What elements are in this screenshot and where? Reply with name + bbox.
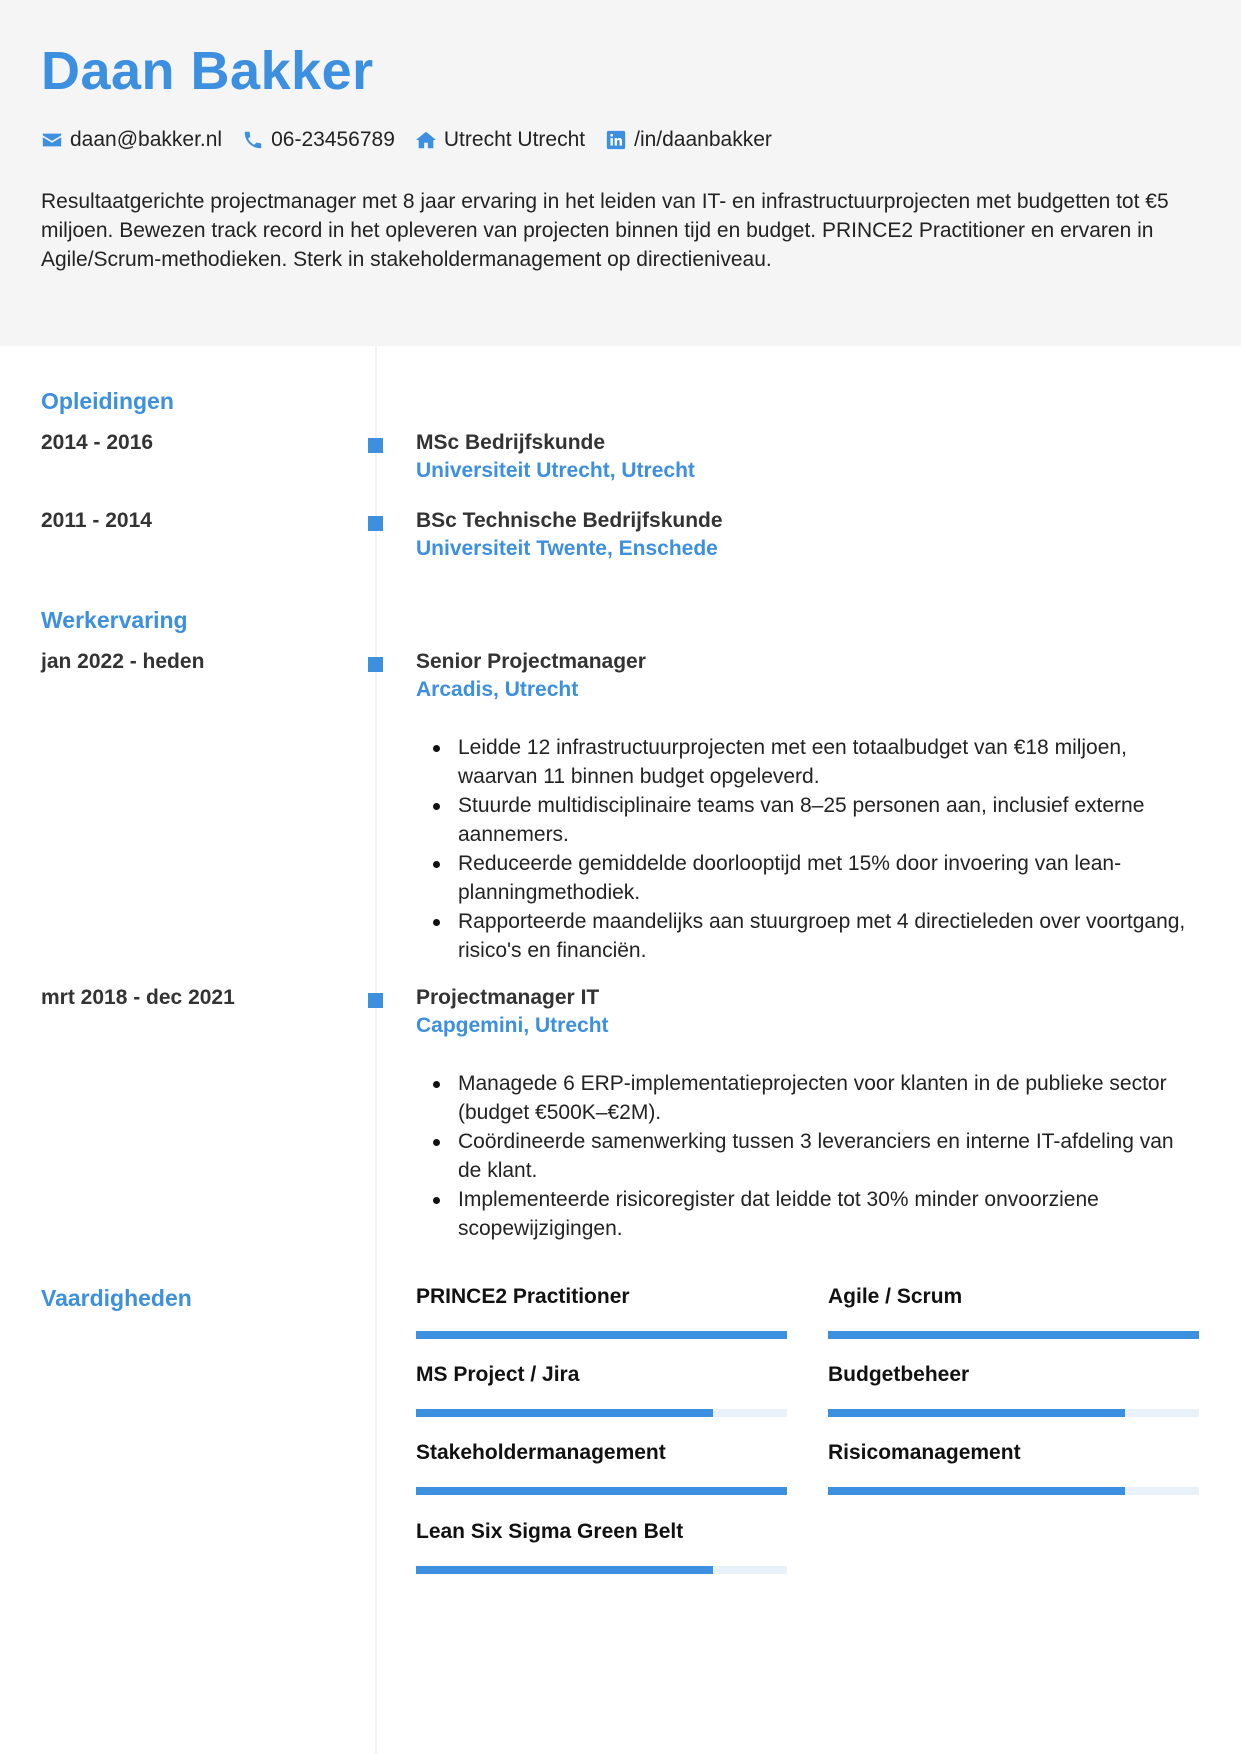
skill-label: MS Project / Jira bbox=[416, 1363, 580, 1386]
job-company: Capgemini, Utrecht bbox=[416, 1014, 609, 1037]
skill-bar-fill bbox=[416, 1331, 787, 1339]
list-item: Managede 6 ERP-implementatieprojecten voor klanten in de publieke sector (budget €500K–€2M). bbox=[416, 1069, 1196, 1127]
skill-bar-fill bbox=[828, 1487, 1125, 1495]
job-company: Arcadis, Utrecht bbox=[416, 678, 579, 701]
list-item: Reduceerde gemiddelde doorlooptijd met 15% door invoering van lean-planningmethodiek. bbox=[416, 849, 1196, 907]
skill-label: Risicomanagement bbox=[828, 1441, 1021, 1464]
education-degree: MSc Bedrijfskunde bbox=[416, 431, 606, 454]
location-text: Utrecht Utrecht bbox=[443, 128, 586, 151]
job-period: mrt 2018 - dec 2021 bbox=[41, 986, 235, 1009]
skill-item bbox=[828, 1441, 1199, 1495]
section-title-education: Opleidingen bbox=[41, 388, 174, 414]
contact-linkedin[interactable] bbox=[605, 128, 772, 152]
skill-bar-fill bbox=[416, 1487, 787, 1495]
timeline-marker bbox=[368, 438, 383, 453]
list-item: Stuurde multidisciplinaire teams van 8–25 personen aan, inclusief externe aannemers. bbox=[416, 791, 1196, 849]
contact-phone[interactable] bbox=[242, 128, 395, 152]
job-role: Senior Projectmanager bbox=[416, 650, 646, 673]
contact-email[interactable] bbox=[41, 128, 222, 152]
home-icon bbox=[415, 129, 437, 151]
skill-item bbox=[416, 1441, 787, 1495]
section-title-skills: Vaardigheden bbox=[41, 1285, 192, 1311]
skill-label: Stakeholdermanagement bbox=[416, 1441, 666, 1464]
education-institution: Universiteit Twente, Enschede bbox=[416, 537, 718, 560]
education-period: 2011 - 2014 bbox=[41, 509, 152, 532]
skill-bar-fill bbox=[416, 1566, 713, 1574]
email-text: daan@bakker.nl bbox=[70, 128, 223, 151]
skill-bar-fill bbox=[828, 1409, 1125, 1417]
job-role: Projectmanager IT bbox=[416, 986, 600, 1009]
skill-item bbox=[416, 1285, 787, 1339]
skill-bar-track bbox=[828, 1487, 1199, 1495]
skill-bar-fill bbox=[416, 1409, 713, 1417]
job-achievements bbox=[416, 1069, 1196, 1243]
education-period: 2014 - 2016 bbox=[41, 431, 154, 454]
phone-icon bbox=[242, 129, 264, 151]
skill-label: Lean Six Sigma Green Belt bbox=[416, 1520, 684, 1543]
header bbox=[0, 0, 1241, 346]
timeline-marker bbox=[368, 657, 383, 672]
education-degree: BSc Technische Bedrijfskunde bbox=[416, 509, 723, 532]
skill-bar-fill bbox=[828, 1331, 1199, 1339]
skill-bar-track bbox=[416, 1566, 787, 1574]
job-period: jan 2022 - heden bbox=[41, 650, 205, 673]
skill-item bbox=[416, 1520, 787, 1574]
skill-bar-track bbox=[828, 1409, 1199, 1417]
job-achievements bbox=[416, 733, 1196, 965]
skill-item bbox=[828, 1363, 1199, 1417]
skill-item bbox=[416, 1363, 787, 1417]
phone-text: 06-23456789 bbox=[271, 128, 395, 151]
education-institution: Universiteit Utrecht, Utrecht bbox=[416, 459, 695, 482]
list-item: Implementeerde risicoregister dat leidde tot 30% minder onvoorziene scopewijzigingen. bbox=[416, 1185, 1196, 1243]
linkedin-icon bbox=[605, 129, 627, 151]
skill-bar-track bbox=[416, 1409, 787, 1417]
profile-summary: Resultaatgerichte projectmanager met 8 jaar ervaring in het leiden van IT- en infrastructuurprojecten met budgetten tot €5 miljoen. Bewezen track record in het opleveren van projecten binnen tijd en budget. PRINCE2 Practitioner en ervaren in Agile/Scrum-methodieken. Sterk in stakeholdermanagement op directieniveau. bbox=[41, 190, 1169, 271]
skill-item bbox=[828, 1285, 1199, 1339]
list-item: Rapporteerde maandelijks aan stuurgroep met 4 directieleden over voortgang, risico's en financiën. bbox=[416, 907, 1196, 965]
skill-label: PRINCE2 Practitioner bbox=[416, 1285, 630, 1308]
candidate-name: Daan Bakker bbox=[41, 41, 374, 101]
contact-location bbox=[415, 128, 585, 152]
list-item: Coördineerde samenwerking tussen 3 leveranciers en interne IT-afdeling van de klant. bbox=[416, 1127, 1196, 1185]
list-item: Leidde 12 infrastructuurprojecten met een totaalbudget van €18 miljoen, waarvan 11 binnen budget opgeleverd. bbox=[416, 733, 1196, 791]
skill-bar-track bbox=[416, 1487, 787, 1495]
skill-label: Budgetbeheer bbox=[828, 1363, 970, 1386]
section-title-experience: Werkervaring bbox=[41, 607, 188, 633]
timeline-divider bbox=[375, 346, 377, 1754]
contact-bar bbox=[41, 128, 792, 152]
linkedin-text: /in/daanbakker bbox=[634, 128, 772, 151]
timeline-marker bbox=[368, 516, 383, 531]
skill-label: Agile / Scrum bbox=[828, 1285, 963, 1308]
timeline-marker bbox=[368, 993, 383, 1008]
skill-bar-track bbox=[828, 1331, 1199, 1339]
skill-bar-track bbox=[416, 1331, 787, 1339]
envelope-icon bbox=[41, 129, 63, 151]
